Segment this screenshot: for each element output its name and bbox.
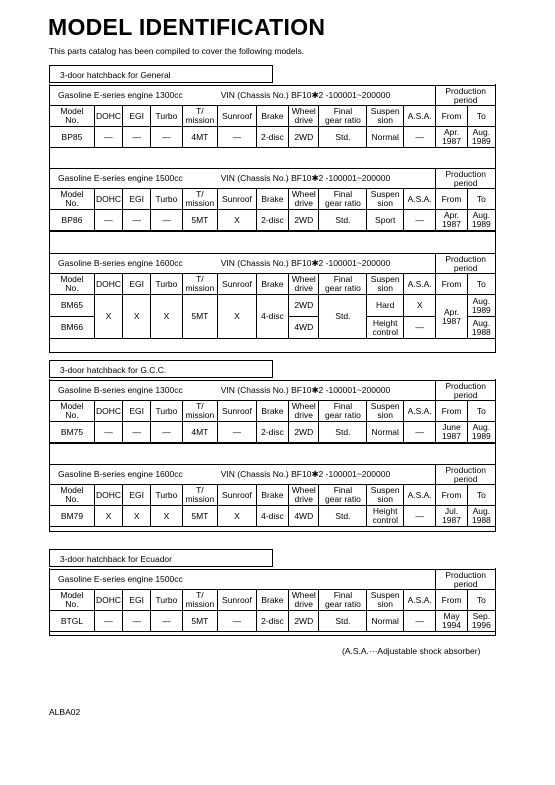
cell-text: Aug. [472,506,491,516]
cell-text: 2-disc [261,426,284,437]
cell-text: — [162,214,171,225]
production-period-label: Production [445,85,486,96]
cell-text: Apr. [443,127,460,137]
header-label: Turbo [155,278,178,289]
header-label: EGI [129,405,145,416]
header-label: mission [185,410,215,420]
header-label: EGI [129,193,145,204]
header-label: Final [333,485,353,495]
cell-text: X [234,311,240,321]
header-label: Sunroof [222,594,252,605]
header-label: Sunroof [222,489,252,500]
header-label: Suspen [370,189,400,199]
cell-text: — [104,214,113,225]
cell-text: BM66 [60,322,84,332]
cell-text: Std. [335,510,351,521]
header-label: Turbo [155,594,178,605]
cell-text: Std. [335,214,351,225]
cell-text: Aug. [472,127,491,137]
page-title: MODEL IDENTIFICATION [48,14,326,40]
cell-text: control [372,326,398,337]
header-label: No. [65,283,79,293]
cell-text: 1988 [471,326,491,337]
header-label: Wheel [291,590,316,600]
vin-range: VIN (Chassis No.) BF10✱2 -100001~200000 [220,385,391,395]
header-label: Suspen [370,401,400,411]
header-label: sion [377,599,393,609]
engine-label: Gasoline B-series engine 1300cc [58,385,183,395]
production-period-label: Production [445,168,486,179]
header-label: EGI [129,278,145,289]
cell-text: control [372,515,398,525]
cell-text: 1987 [442,315,461,326]
header-label: drive [294,283,313,293]
header-label: To [476,489,486,500]
cell-text: Std. [335,615,351,626]
header-label: Wheel [291,106,316,116]
cell-text: Normal [371,426,399,437]
header-label: mission [185,283,215,293]
cell-text: — [415,214,424,225]
cell-text: 1987 [442,431,461,441]
cell-text: X [133,311,140,321]
header-label: T/ [196,189,204,199]
header-label: A.S.A. [407,489,432,500]
cell-text: 1988 [471,515,491,525]
header-label: From [441,405,462,416]
header-label: EGI [129,489,145,500]
cell-text: 4-disc [261,510,284,521]
header-label: drive [294,410,313,420]
cell-text: 1996 [471,620,491,630]
cell-text: 4MT [191,426,209,437]
engine-label: Gasoline E-series engine 1300cc [58,90,183,100]
header-label: A.S.A. [407,405,432,416]
header-label: From [441,278,462,289]
cell-text: — [132,131,141,142]
header-label: DOHC [95,489,122,500]
header-label: drive [294,115,313,125]
header-label: Final [333,274,353,284]
header-label: T/ [196,485,204,495]
cell-text: 1989 [471,431,491,441]
cell-text: — [104,615,113,626]
cell-text: 5MT [191,615,209,626]
production-period-label: Production [445,380,486,391]
cell-text: Sep. [472,611,491,621]
header-label: From [441,489,462,500]
cell-text: Aug. [472,317,491,328]
header-label: DOHC [95,405,122,416]
header-label: mission [185,494,215,504]
cell-text: BTGL [60,615,84,626]
cell-text: 1987 [442,515,461,525]
header-label: sion [377,410,393,420]
cell-text: — [104,426,113,437]
production-period-label: period [453,94,478,105]
header-label: gear ratio [324,410,361,420]
header-label: EGI [129,594,145,605]
region-title-box [49,360,273,378]
region-title: 3-door hatchback for Ecuador [60,554,172,564]
cell-text: Hard [375,300,395,310]
header-label: mission [185,198,215,208]
cell-text: 5MT [191,510,209,521]
header-label: Wheel [291,189,316,199]
header-label: Brake [261,405,284,416]
header-label: Model [60,401,84,411]
cell-text: X [163,311,170,321]
cell-text: Normal [371,615,399,626]
header-label: Sunroof [222,110,252,121]
cell-text: 4WD [294,322,314,332]
header-label: To [476,278,486,289]
cell-text: — [162,615,171,626]
production-period-label: Production [445,464,486,475]
header-label: No. [65,494,79,504]
header-label: gear ratio [324,494,361,504]
cell-text: BM75 [60,426,84,437]
header-label: drive [294,599,313,609]
engine-label: Gasoline E-series engine 1500cc [58,574,183,584]
cell-text: Std. [335,131,351,142]
cell-text: 1989 [471,136,491,146]
vin-range: VIN (Chassis No.) BF10✱2 -100001~200000 [220,258,391,268]
header-label: Wheel [291,401,316,411]
header-label: A.S.A. [407,110,432,121]
cell-text: Apr. [443,210,460,220]
header-label: gear ratio [324,198,361,208]
cell-text: BM65 [60,300,84,310]
header-label: Model [60,189,84,199]
cell-text: X [416,300,423,310]
cell-text: Std. [335,311,351,321]
header-label: Model [60,590,84,600]
cell-text: — [415,131,424,142]
production-period-label: period [453,389,478,400]
cell-text: 5MT [191,311,209,321]
header-label: drive [294,198,313,208]
cell-text: — [415,510,424,521]
header-label: From [441,594,462,605]
cell-text: BP85 [61,131,83,142]
region-frame [49,84,496,353]
header-label: To [476,594,486,605]
production-period-label: period [453,473,478,484]
cell-text: — [232,131,242,142]
production-period-label: period [453,578,478,589]
cell-text: 1994 [442,620,462,630]
header-label: DOHC [95,594,122,605]
cell-text: Normal [371,131,399,142]
vin-range: VIN (Chassis No.) BF10✱2 -100001~200000 [220,173,391,183]
table-gap [49,147,496,168]
header-label: From [441,193,462,204]
header-label: Model [60,274,84,284]
header-label: drive [294,494,313,504]
header-label: Brake [261,594,284,605]
header-label: Wheel [291,274,316,284]
header-label: Brake [261,110,284,121]
header-label: To [476,110,486,121]
header-label: Final [333,590,353,600]
header-label: T/ [196,590,204,600]
cell-text: 2WD [294,426,314,437]
header-label: No. [65,410,79,420]
header-label: No. [65,198,79,208]
cell-text: — [415,615,424,626]
header-label: To [476,193,486,204]
vin-range: VIN (Chassis No.) BF10✱2 -100001~200000 [220,469,391,479]
cell-text: X [234,510,240,521]
cell-text: Aug. [472,422,491,432]
header-label: Turbo [155,405,178,416]
header-label: A.S.A. [407,193,432,204]
header-label: gear ratio [324,283,361,293]
cell-text: June [442,422,461,432]
header-label: mission [185,115,215,125]
header-label: T/ [196,401,204,411]
cell-text: 4MT [191,131,209,142]
header-label: Sunroof [222,193,252,204]
cell-text: 2WD [294,214,314,225]
intro-text: This parts catalog has been compiled to cover the following models. [49,46,305,56]
cell-text: 2-disc [261,214,284,225]
region-title: 3-door hatchback for G.C.C. [60,365,167,375]
cell-text: — [415,322,424,332]
header-label: sion [377,494,393,504]
header-label: A.S.A. [407,278,432,289]
header-label: Final [333,189,353,199]
production-period-label: period [453,177,478,188]
table-gap [49,443,496,464]
header-label: EGI [129,110,145,121]
header-label: Sunroof [222,278,252,289]
cell-text: 1989 [471,219,491,229]
header-label: Turbo [155,489,178,500]
cell-text: — [232,615,242,626]
engine-label: Gasoline B-series engine 1600cc [58,258,183,268]
cell-text: 4-disc [261,311,284,321]
cell-text: X [105,510,112,521]
cell-text: 2WD [294,615,314,626]
document-code: ALBA02 [49,707,81,717]
header-label: Brake [261,489,284,500]
production-period-label: Production [445,253,486,264]
footnote: (A.S.A.···Adjustable shock absorber) [342,646,481,656]
header-label: Model [60,485,84,495]
header-label: Turbo [155,193,178,204]
header-label: Final [333,401,353,411]
cell-text: X [163,510,170,521]
cell-text: — [232,426,242,437]
header-label: T/ [196,274,204,284]
cell-text: — [415,426,424,437]
engine-label: Gasoline B-series engine 1600cc [58,469,183,479]
cell-text: 2-disc [261,131,284,142]
header-label: DOHC [95,278,122,289]
header-label: Suspen [370,106,400,116]
region-title-box [49,549,273,567]
header-label: T/ [196,106,204,116]
cell-text: — [104,131,113,142]
header-label: gear ratio [324,599,361,609]
header-label: Suspen [370,274,400,284]
cell-text: 1987 [442,219,461,229]
header-label: Brake [261,193,284,204]
vin-range: VIN (Chassis No.) BF10✱2 -100001~200000 [220,90,391,100]
region-title: 3-door hatchback for General [60,70,171,80]
header-label: sion [377,283,393,293]
cell-text: Jul. [444,506,459,516]
cell-text: 2-disc [261,615,284,626]
cell-text: 1989 [471,304,491,315]
cell-text: May [443,611,460,621]
cell-text: 4WD [294,510,314,521]
cell-text: BP86 [61,214,83,225]
cell-text: — [162,131,171,142]
cell-text: — [132,214,141,225]
header-label: To [476,405,486,416]
header-label: Model [60,106,84,116]
cell-text: Height [372,317,398,328]
cell-text: Sport [375,214,396,225]
cell-text: X [133,510,140,521]
cell-text: — [132,615,141,626]
cell-text: — [132,426,141,437]
header-label: Turbo [155,110,178,121]
header-label: No. [65,115,79,125]
cell-text: Height [372,506,398,516]
cell-text: 5MT [191,214,209,225]
cell-text: — [162,426,171,437]
cell-text: 2WD [294,131,314,142]
header-label: gear ratio [324,115,361,125]
cell-text: Aug. [472,210,491,220]
cell-text: Apr. [443,306,460,317]
header-label: From [441,110,462,121]
header-label: Wheel [291,485,316,495]
header-label: DOHC [95,110,122,121]
header-label: Suspen [370,590,400,600]
cell-text: BM79 [60,510,84,521]
production-period-label: period [453,262,478,273]
region-title-box [49,65,273,83]
cell-text: X [234,214,240,225]
region-frame [49,568,496,636]
cell-text: 1987 [442,136,461,146]
cell-text: 2WD [294,300,314,310]
header-label: sion [377,115,393,125]
engine-label: Gasoline E-series engine 1500cc [58,173,183,183]
header-label: mission [185,599,215,609]
table-gap [49,231,496,253]
cell-text: Std. [335,426,351,437]
production-period-label: Production [445,569,487,580]
header-label: Final [333,106,353,116]
header-label: No. [65,599,79,609]
header-label: A.S.A. [407,594,432,605]
header-label: sion [377,198,393,208]
cell-text: X [105,311,112,321]
header-label: Suspen [370,485,400,495]
header-label: Sunroof [222,405,252,416]
header-label: Brake [261,278,284,289]
cell-text: Aug. [472,295,491,306]
header-label: DOHC [95,193,122,204]
